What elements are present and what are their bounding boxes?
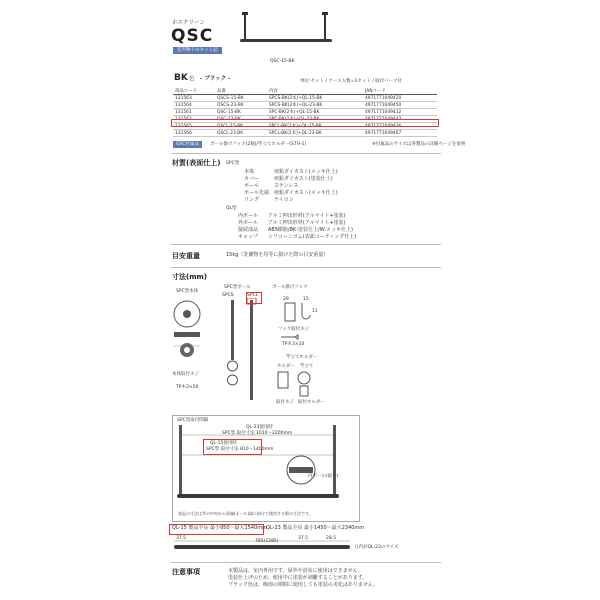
cell-jan: 4971771049436 <box>363 123 437 130</box>
spec-row <box>244 175 333 182</box>
spec-row <box>238 212 346 219</box>
page-title: QSC <box>171 26 214 46</box>
holder-part: 取付ネジ <box>276 400 294 405</box>
spec-row <box>244 182 298 189</box>
ql23-length: QL-23 製品全長 最小1450〜最大2340mm <box>266 525 365 531</box>
cell-jan: 4971771049412 <box>363 109 437 116</box>
hero-caption: QSC-15-BK <box>270 59 295 64</box>
material-title: 材質(表面仕上) <box>172 159 221 167</box>
spc-body-label: SPC型本体 <box>176 289 199 294</box>
cell-jan: 4971771049420 <box>363 95 437 102</box>
cell-code: 131564 <box>173 102 215 109</box>
spcl-label: SPCL <box>247 293 259 298</box>
spec-part: 接続部品 <box>238 227 259 233</box>
ql15-highlight <box>203 439 262 455</box>
hook-dim: 29 <box>283 297 289 302</box>
cell-code: 131566 <box>173 130 215 137</box>
spec-part: リング <box>244 197 259 203</box>
ql-label: QL型 <box>226 206 237 211</box>
spc-label: SPC型 <box>226 161 240 166</box>
cell-jan: 4971771049450 <box>363 102 437 109</box>
hook-screw-spec: TP木3×10 <box>282 342 305 347</box>
accessory-text: ポール掛けフック(2個)/竿立てホルダー(STH-1) <box>210 142 307 147</box>
divider <box>171 244 441 245</box>
install-drawing <box>173 425 357 520</box>
caution-line: ブラック色は、梅雨の期間に使用しても塗装の劣化はありません。 <box>228 582 379 588</box>
cell-model: QSCL-23-BK <box>215 130 267 137</box>
cell-jan: 4971771049467 <box>363 130 437 137</box>
table-row <box>173 130 437 137</box>
caution-title: 注意事項 <box>172 568 200 576</box>
hook-dim: 11 <box>312 309 318 314</box>
cell-contents: SPCS-BK(2本)+QL-23-BK <box>267 102 363 109</box>
length-note: ()内がQL-23のサイズ <box>355 545 399 550</box>
table-row <box>173 95 437 102</box>
spec-material: 亜鉛ダイカスト(メッキ仕上) <box>274 169 338 175</box>
cell-model: QSCS-23-BK <box>215 102 267 109</box>
install-title: SPC型取付間隔 <box>177 418 209 423</box>
body-screw-spec: TP木3×50 <box>176 385 199 390</box>
cell-model: QSCS-15-BK <box>215 95 267 102</box>
ql15-length-highlight <box>169 524 264 535</box>
cell-code: 131561 <box>173 109 215 116</box>
ql15-length: QL-15 製品全長 最小950〜最大1540mm <box>172 525 267 531</box>
holder-part: 取付ホルダー <box>298 400 325 405</box>
series-name: ホスクリーン <box>172 20 205 26</box>
inner-pole-label: 内ポール(最小) <box>308 474 339 479</box>
weight-text: 15kg（洗濯物を均等に掛けた際の目安重量） <box>226 252 329 258</box>
holder-part: 竿立て <box>300 364 314 369</box>
spec-row <box>238 219 346 226</box>
spec-part: 外ポール <box>238 220 258 226</box>
ql23-label: QL-23使用時 <box>246 425 273 430</box>
length-dim: 28.5 <box>326 536 337 541</box>
spc-pole-label: SPC型ポール <box>224 285 251 290</box>
cell-contents: SPCS-BK(2本)+QL-15-BK <box>267 95 363 102</box>
pole-hook-label: ポール掛けフック <box>272 285 308 290</box>
spec-material: 亜鉛ダイカスト(塗装仕上) <box>274 176 333 182</box>
spec-material: アルミ押出形材(アルマイト+塗装) <box>268 220 346 226</box>
length-dim: 37.5 <box>298 536 309 541</box>
spec-row <box>244 168 338 175</box>
spec-row <box>244 189 338 196</box>
cell-code: 131565 <box>173 123 215 130</box>
cell-model: QSCL-15-BK <box>215 123 267 130</box>
accessory-note: ※付属品のサイズは各製品の詳細ページを参照 <box>372 142 466 147</box>
spec-part: 内ポール <box>238 213 258 219</box>
body-screw-label: 本体取付ネジ <box>172 372 199 377</box>
caution-line: 本製品は、室内専用です。屋外や浴室に使用はできません。 <box>228 568 363 574</box>
caution-line: 塗装仕上げのため、使用中に塗装が剥離することがあります。 <box>228 575 368 581</box>
spc-pole-drawing <box>218 298 268 406</box>
holder-label: 竿立てホルダー <box>286 355 318 360</box>
table-row <box>173 109 437 116</box>
spec-part: ポール <box>244 183 259 189</box>
holder-part: ホルダー <box>277 364 295 369</box>
table-row <box>173 102 437 109</box>
accessory-badge: QSC付属品 <box>173 141 202 148</box>
spec-material: ステンレス <box>274 183 299 189</box>
unit-note: 単位:セット / ケース入数=1セット / 取付パーツ付 <box>300 79 402 84</box>
dims-title: 寸法(mm) <box>172 273 207 281</box>
cell-contents: SPCL-BK(2本)+QL-15-BK <box>267 123 363 130</box>
cell-model: QSC-23-BK <box>215 116 267 123</box>
spec-row <box>238 233 356 240</box>
ql15-label: QL-15使用時 <box>210 441 237 446</box>
spec-material: アルミ押出形材(アルマイト+塗装) <box>268 213 346 219</box>
screw-icon <box>280 333 300 341</box>
cell-contents: SPC-BK(2本)+QL-23-BK <box>267 116 363 123</box>
holder-drawing <box>276 370 321 400</box>
spec-material: ナイロン <box>274 197 294 203</box>
color-name: - ブラック - <box>200 76 231 82</box>
hook-dim: 15 <box>303 297 309 302</box>
spcs-label: SPCS <box>222 293 234 298</box>
product-table <box>173 88 437 137</box>
spec-part: カバー <box>244 176 260 182</box>
hook-screw-label: フック取付ネジ <box>278 327 310 332</box>
cell-code: 131562 <box>173 116 215 123</box>
color-suffix: 色 <box>189 76 195 82</box>
spec-part: ポール先端 <box>244 190 269 196</box>
highlight-box <box>171 119 439 127</box>
cell-contents: SPC-BK(2本)+QL-15-BK <box>267 109 363 116</box>
color-code: BK <box>174 73 188 83</box>
cell-contents: SPCL-BK(2本)+QL-23-BK <box>267 130 363 137</box>
cell-jan: 4971771049443 <box>363 116 437 123</box>
category-tag: 室内物干のセット品 <box>173 47 222 54</box>
divider <box>171 562 441 563</box>
col-header: 品番 <box>215 88 267 95</box>
cell-model: QSC-15-BK <box>215 109 267 116</box>
ql15-range: SPC型 取付寸法 810〜1400mm <box>206 447 274 452</box>
spec-part: キャップ <box>238 234 259 240</box>
cell-code: 131563 <box>173 95 215 102</box>
install-note: 表記の寸法は竿の中央から両端(ポール)部に掛けて使用する際の寸法です。 <box>178 511 313 516</box>
divider <box>171 153 441 154</box>
length-dim: 785(1285) <box>255 539 279 544</box>
col-header: JANコード <box>363 88 437 95</box>
spcl-highlight <box>246 292 262 304</box>
divider <box>171 267 441 268</box>
weight-title: 目安重量 <box>172 252 200 260</box>
length-dim: 37.5 <box>176 536 187 541</box>
ql23-range: SPC型 取付寸法 1010〜2200mm <box>222 431 293 436</box>
col-header: 商品コード <box>173 88 215 95</box>
product-hero-image <box>232 12 342 62</box>
spec-row <box>244 196 294 203</box>
spec-part: 本体 <box>244 169 255 175</box>
spec-material: シリコーンゴム(表面コーティング仕上) <box>268 234 357 240</box>
col-header: 内容 <box>267 88 363 95</box>
spec-material: ABS樹脂/BK:塗装仕上/W:メッキ仕上) <box>268 227 353 233</box>
spec-row <box>238 226 353 233</box>
spec-material: 亜鉛ダイカスト(メッキ仕上) <box>274 190 338 196</box>
